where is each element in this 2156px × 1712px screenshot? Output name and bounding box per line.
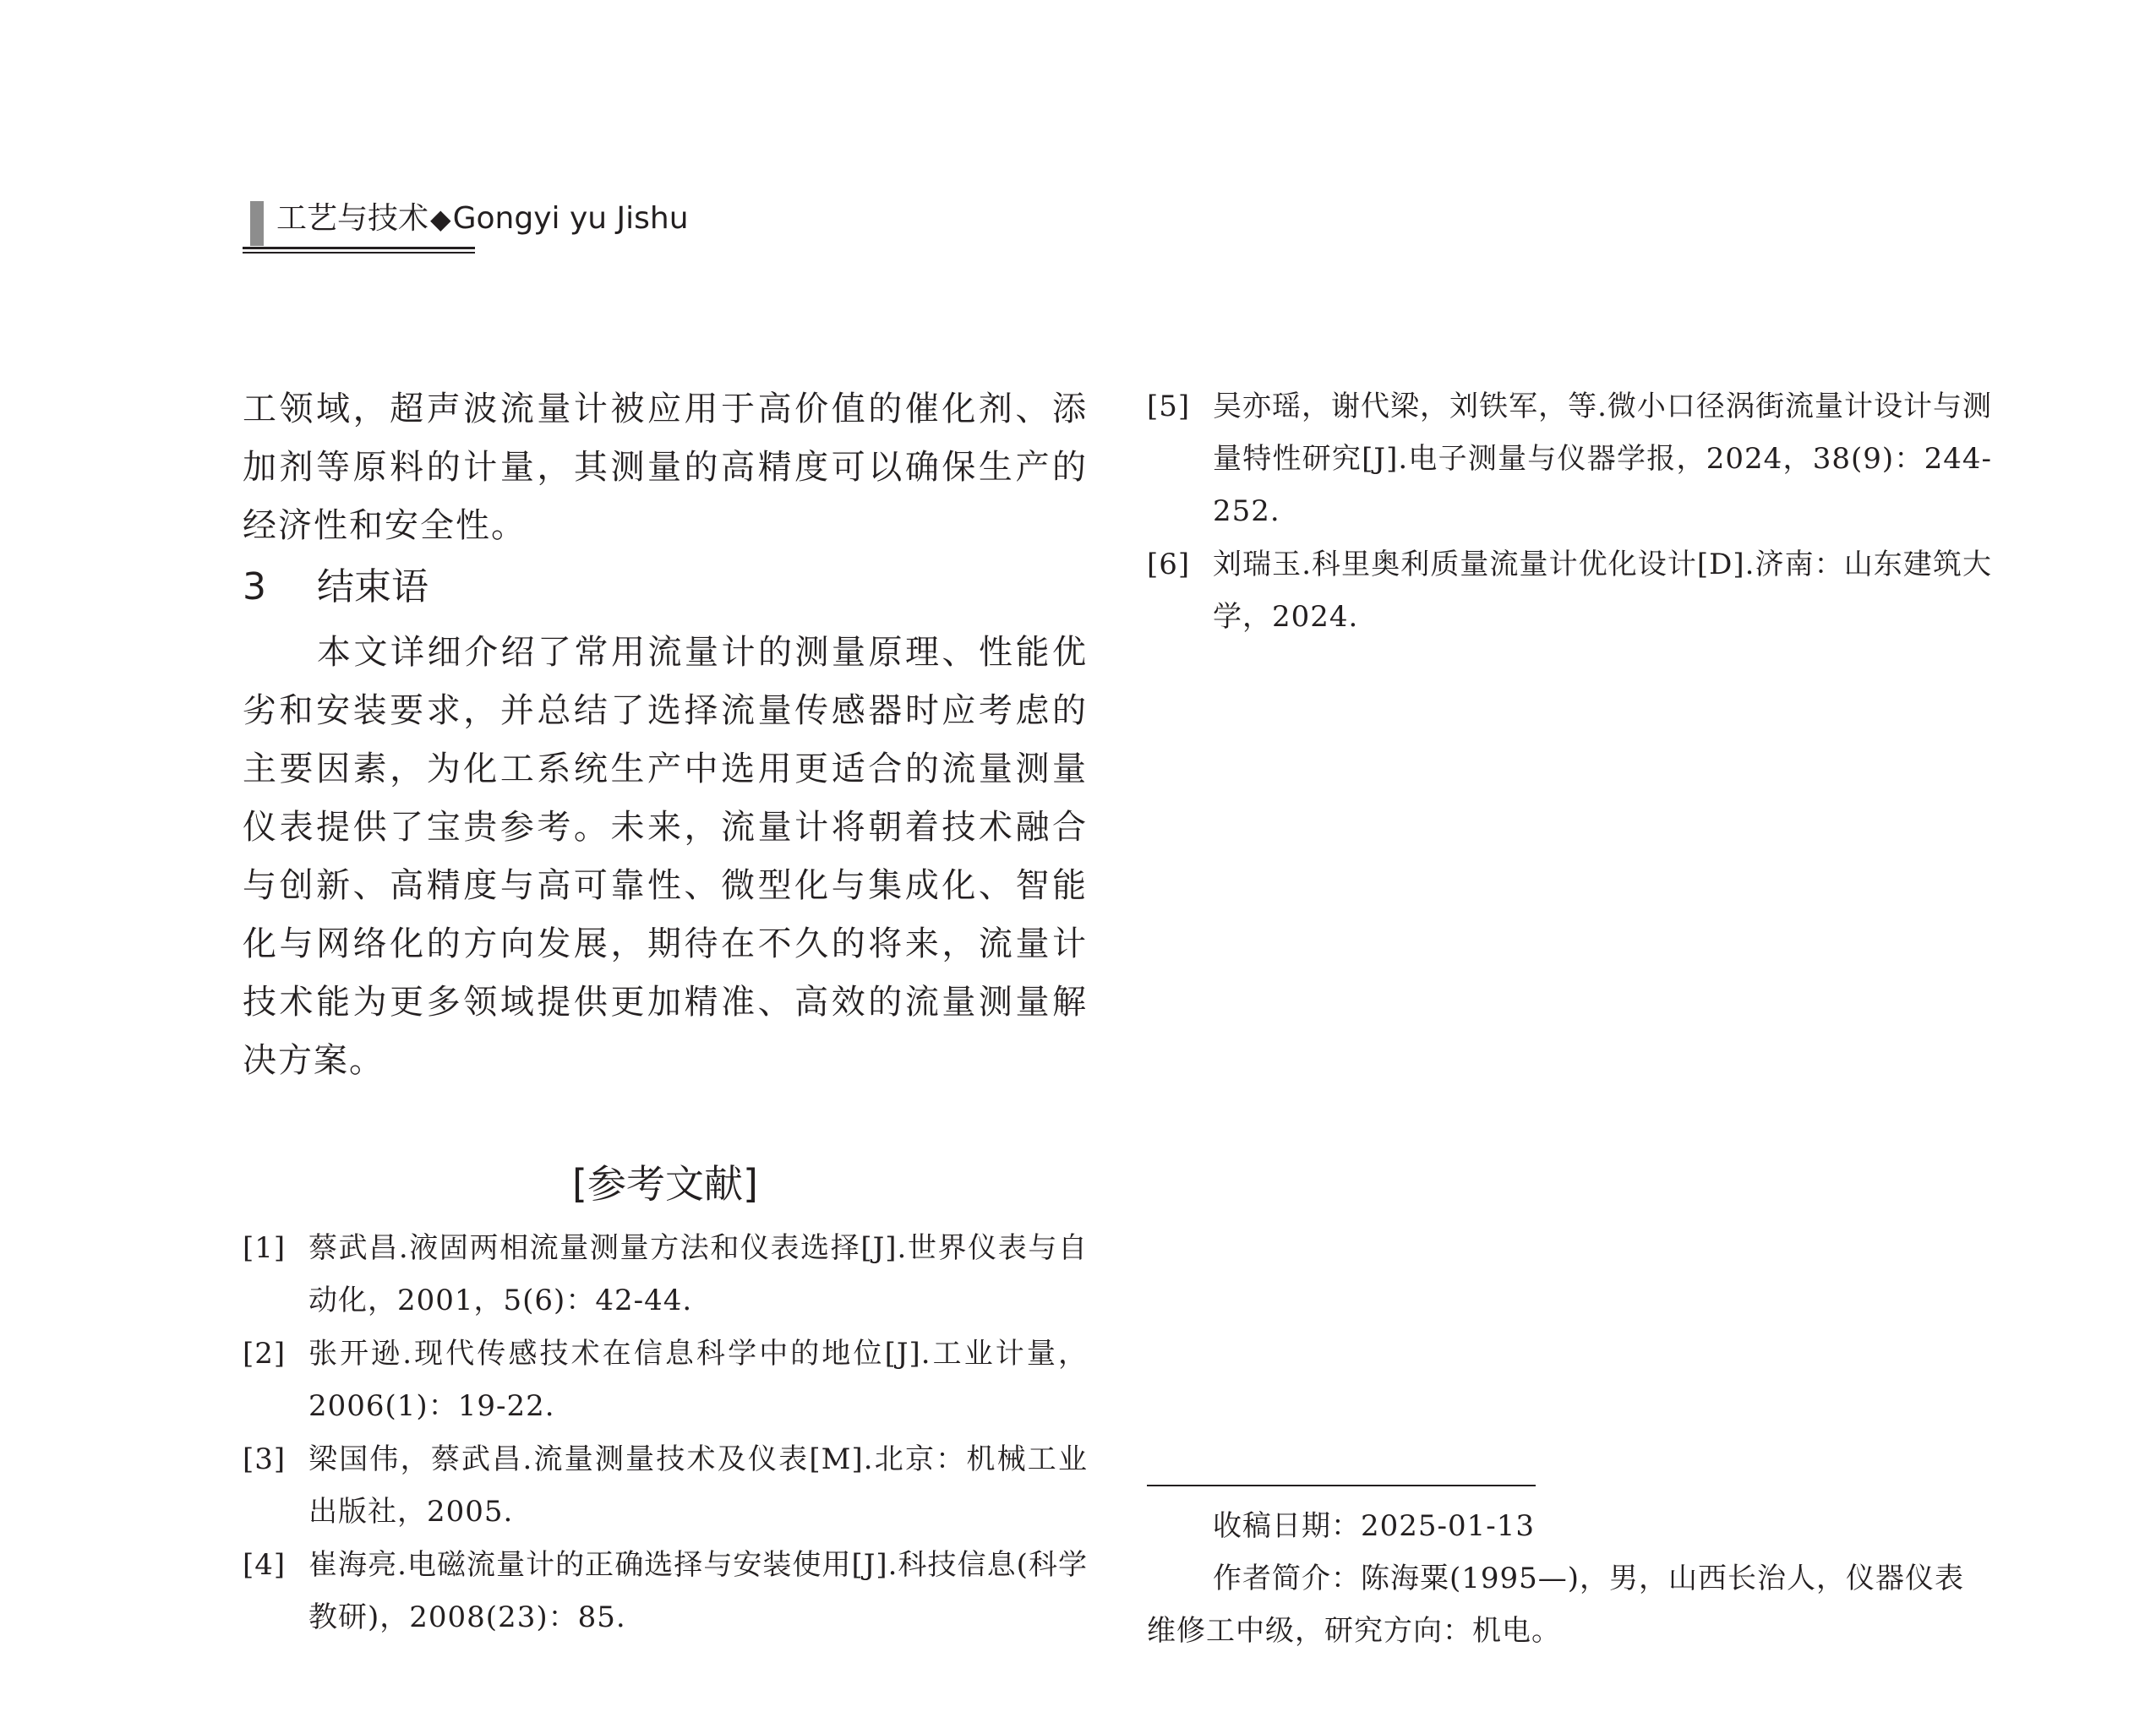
author-bio-line bbox=[1147, 1552, 1992, 1657]
reference-item bbox=[243, 1539, 1088, 1644]
reference-text: 梁国伟，蔡武昌.流量测量技术及仪表[M].北京：机械工业出版社，2005. bbox=[308, 1442, 1088, 1529]
header-marker-bar bbox=[250, 201, 264, 246]
section-heading bbox=[243, 558, 1088, 617]
header-rule-thick bbox=[243, 247, 475, 249]
reference-number: [3] bbox=[243, 1442, 287, 1476]
received-date-line bbox=[1147, 1500, 1992, 1552]
header-title bbox=[276, 198, 689, 240]
footnote-divider bbox=[1147, 1485, 1536, 1486]
reference-item bbox=[1147, 380, 1992, 537]
reference-item bbox=[243, 1222, 1088, 1327]
conclusion-paragraph: 本文详细介绍了常用流量计的测量原理、性能优劣和安装要求，并总结了选择流量传感器时应考虑的主要因素，为化工系统生产中选用更适合的流量测量仪表提供了宝贵参考。未来，流量计将朝着技术融合与创新、高精度与高可靠性、微型化与集成化、智能化与网络化的方向发展，期待在不久的将来，流量计技术能为更多领域提供更加精准、高效的流量测量解决方案。 bbox=[243, 633, 1088, 1080]
reference-item bbox=[1147, 538, 1992, 643]
header-section-pinyin: Gongyi yu Jishu bbox=[452, 201, 689, 236]
left-column bbox=[243, 380, 1088, 1644]
reference-number: [5] bbox=[1147, 390, 1191, 423]
references-title: [参考文献] bbox=[572, 1161, 758, 1207]
running-header bbox=[243, 193, 689, 255]
section-title: 结束语 bbox=[317, 565, 428, 608]
reference-list-left bbox=[243, 1222, 1088, 1644]
reference-list-right bbox=[1147, 380, 1992, 643]
received-date-label: 收稿日期： bbox=[1213, 1509, 1361, 1543]
continued-paragraph: 工领域，超声波流量计被应用于高价值的催化剂、添加剂等原料的计量，其测量的高精度可以确保生产的经济性和安全性。 bbox=[243, 390, 1088, 545]
reference-item bbox=[243, 1328, 1088, 1432]
reference-text: 崔海亮.电磁流量计的正确选择与安装使用[J].科技信息(科学教研)，2008(23)：85. bbox=[308, 1548, 1088, 1634]
section-number: 3 bbox=[243, 565, 266, 608]
right-column bbox=[1147, 380, 1992, 644]
reference-text: 吴亦瑶，谢代梁，刘铁军，等.微小口径涡街流量计设计与测量特性研究[J].电子测量与仪器学报，2024，38(9)：244-252. bbox=[1213, 390, 1992, 528]
reference-number: [4] bbox=[243, 1548, 287, 1582]
author-bio-value: 陈海粟(1995—)，男，山西长治人，仪器仪表维修工中级，研究方向：机电。 bbox=[1147, 1562, 1965, 1648]
reference-text: 刘瑞玉.科里奥利质量流量计优化设计[D].济南：山东建筑大学，2024. bbox=[1213, 548, 1992, 634]
footnotes bbox=[1147, 1500, 1992, 1657]
reference-number: [2] bbox=[243, 1337, 287, 1371]
diamond-icon: ◆ bbox=[430, 203, 451, 235]
received-date-value: 2025-01-13 bbox=[1361, 1509, 1536, 1543]
reference-text: 张开逊.现代传感技术在信息科学中的地位[J].工业计量，2006(1)：19-22. bbox=[308, 1337, 1088, 1423]
reference-number: [6] bbox=[1147, 548, 1191, 581]
reference-number: [1] bbox=[243, 1231, 287, 1265]
header-section-cn: 工艺与技术 bbox=[276, 201, 429, 236]
author-bio-label: 作者简介： bbox=[1213, 1562, 1361, 1595]
reference-item bbox=[243, 1433, 1088, 1538]
reference-text: 蔡武昌.液固两相流量测量方法和仪表选择[J].世界仪表与自动化，2001，5(6)：42-44. bbox=[308, 1231, 1088, 1317]
header-rule-thin bbox=[243, 252, 475, 254]
